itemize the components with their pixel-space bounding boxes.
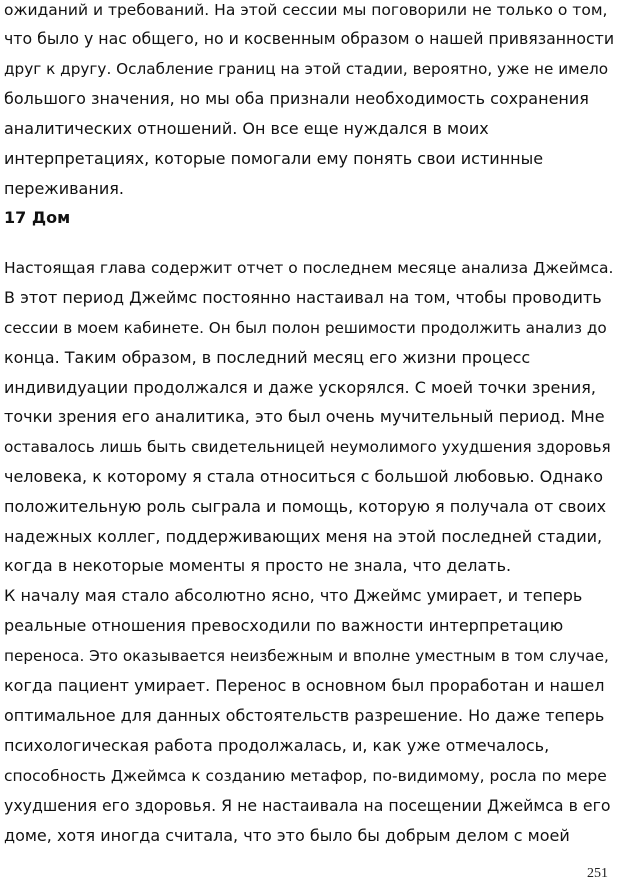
text-line: способность Джеймса к созданию метафор, по-видимому, росла по мере bbox=[4, 767, 607, 785]
text-line: Настоящая глава содержит отчет о последнем месяце анализа Джеймса. bbox=[4, 259, 614, 277]
text-line: точки зрения его аналитика, это был очень мучительный период. Мне bbox=[4, 407, 605, 426]
text-line: интерпретациях, которые помогали ему понять свои истинные bbox=[4, 149, 544, 168]
text-line: надежных коллег, поддерживающих меня на этой последней стадии, bbox=[4, 527, 603, 546]
text-line: индивидуации продолжался и даже ускорялся. С моей точки зрения, bbox=[4, 378, 596, 397]
text-line: аналитических отношений. Он все еще нуждался в моих bbox=[4, 119, 489, 138]
text-line: когда в некоторые моменты я просто не знала, что делать. bbox=[4, 556, 512, 575]
chapter-heading: 17 Дом bbox=[4, 208, 71, 227]
text-line: К началу мая стало абсолютно ясно, что Джеймс умирает, и теперь bbox=[4, 586, 583, 605]
text-line: оставалось лишь быть свидетельницей неумолимого ухудшения здоровья bbox=[4, 438, 611, 456]
page-number: 251 bbox=[587, 866, 608, 881]
text-line: оптимальное для данных обстоятельств разрешение. Но даже теперь bbox=[4, 706, 605, 725]
text-line: реальные отношения превосходили по важности интерпретацию bbox=[4, 616, 564, 635]
text-line: переноса. Это оказывается неизбежным и вполне уместным в том случае, bbox=[4, 647, 609, 665]
text-line: конца. Таким образом, в последний месяц его жизни процесс bbox=[4, 348, 531, 367]
text-line: ожиданий и требований. На этой сессии мы поговорили не только о том, bbox=[4, 1, 608, 19]
text-line: большого значения, но мы оба признали необходимость сохранения bbox=[4, 89, 589, 108]
text-line: ухудшения его здоровья. Я не настаивала на посещении Джеймса в его bbox=[4, 796, 611, 815]
text-line: В этот период Джеймс постоянно настаивал на том, чтобы проводить bbox=[4, 288, 602, 307]
text-line: когда пациент умирает. Перенос в основном был проработан и нашел bbox=[4, 676, 605, 695]
text-line: человека, к которому я стала относиться с большой любовью. Однако bbox=[4, 467, 604, 486]
text-line: положительную роль сыграла и помощь, которую я получала от своих bbox=[4, 497, 607, 516]
text-line: что было у нас общего, но и косвенным образом о нашей привязанности bbox=[4, 29, 615, 48]
text-line: друг к другу. Ослабление границ на этой стадии, вероятно, уже не имело bbox=[4, 60, 609, 78]
text-line: доме, хотя иногда считала, что это было бы добрым делом с моей bbox=[4, 826, 570, 845]
text-line: переживания. bbox=[4, 179, 124, 198]
text-line: сессии в моем кабинете. Он был полон решимости продолжить анализ до bbox=[4, 319, 607, 337]
text-line: психологическая работа продолжалась, и, как уже отмечалось, bbox=[4, 736, 550, 755]
